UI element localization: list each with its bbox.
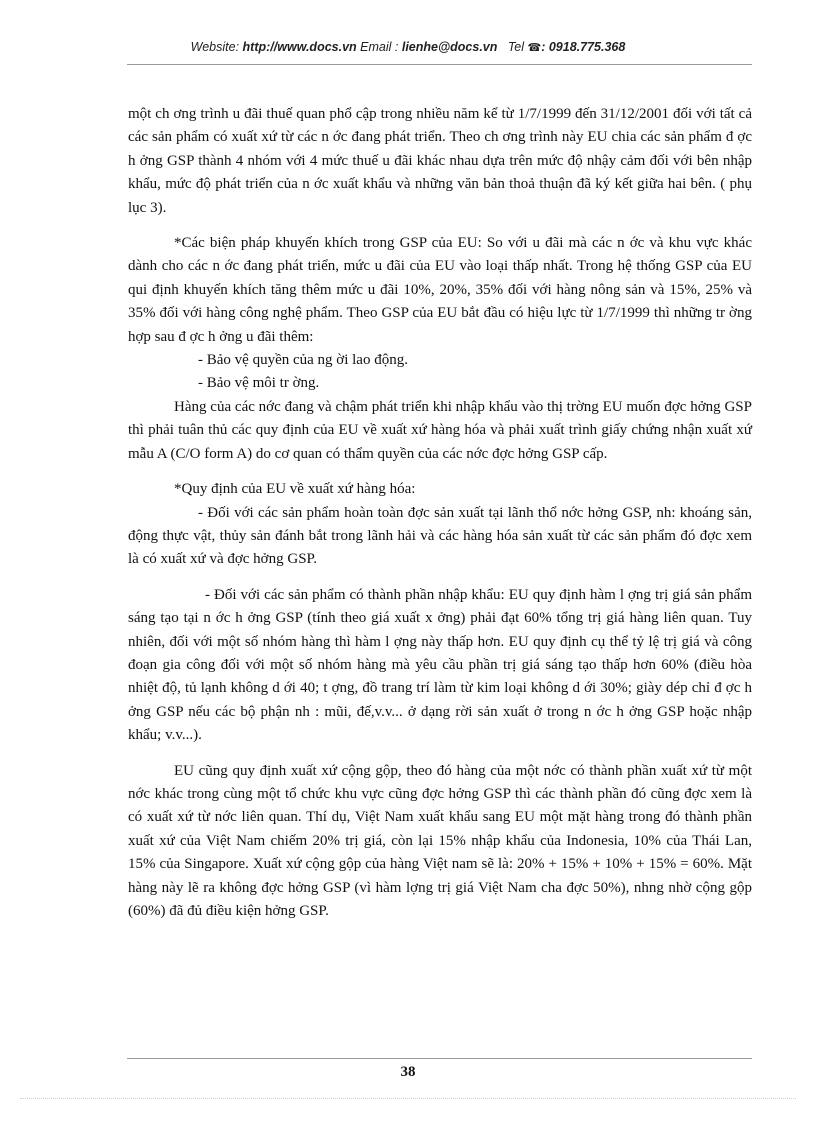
website-link[interactable]: http://www.docs.vn [242,40,357,54]
tel-label: Tel [507,40,525,54]
page-header [0,40,816,54]
paragraph: Hàng của các nớc đang và chậm phát triển khi nhập khẩu vào thị trờng EU muốn đợc hởng GSP thì phải tuân thủ các quy định của EU về xuất xứ hàng hóa và phải xuất trình giấy chứng nhận xuất xứ mẫu A (C/O form A) do cơ quan có thẩm quyền của các nớc đợc hởng GSP cấp. [128,398,752,462]
footer-divider [127,1058,752,1059]
tel-value: : 0918.775.368 [541,40,626,54]
paragraph: *Các biện pháp khuyến khích trong GSP của EU: So với u đãi mà các n ớc và khu vực khác dành cho các n ớc đang phát triển, mức u đãi của EU vào loại thấp nhất. Trong hệ thống GSP của EU qui định khuyến khích tăng thêm mức u đãi 10%, 20%, 35% đối với hàng nông sản và 15%, 25% và 35% đối với hàng công nghệ phẩm. Theo GSP của EU bắt đầu có hiệu lực từ 1/7/1999 thì những tr ờng hợp sau đ ợc h ởng u đãi thêm: [128,235,752,345]
document-body [128,103,752,923]
section-heading: *Quy định của EU về xuất xứ hàng hóa: [174,481,416,498]
paragraph: - Đối với các sản phẩm có thành phần nhập khẩu: EU quy định hàm l ợng trị giá sản phẩm sáng tạo tại n ớc h ởng GSP (tính theo giá xuất x ởng) phải đạt 60% tổng trị giá hàng liên quan. Tuy nhiên, đối với một số nhóm hàng thì hàm l ợng này thấp hơn. EU quy định cụ thể tỷ lệ trị giá và công đoạn gia công đối với một số nhóm hàng mà yêu cầu phần trị giá sáng tạo thấp hơn 60% (điều hòa nhiệt độ, tủ lạnh không d ới 40; t ợng, đồ trang trí làm từ kim loại không d ới 30%; giày dép chỉ đ ợc h ởng GSP nếu các bộ phận nh : mũi, đế,v.v... ở dạng rời sản xuất ở trong n ớc h ởng GSP hoặc nhập khẩu; v.v...). [128,586,752,744]
page-edge-dotted-line [20,1098,796,1099]
website-label: Website: [190,40,240,54]
list-item: - Bảo vệ quyền của ng ời lao động. [198,352,408,369]
paragraph: một ch ơng trình u đãi thuế quan phổ cập trong nhiều năm kể từ 1/7/1999 đến 31/12/2001 đối với tất cả các sản phẩm có xuất xứ từ các n ớc đang phát triển. Theo ch ơng trình này EU chia các sản phẩm đ ợc h ởng GSP thành 4 nhóm với 4 mức thuế u đãi khác nhau dựa trên mức độ nhậy cảm đối với bên nhập khẩu, mức độ phát triển của n ớc xuất khẩu và những văn bản thoả thuận đã ký kết giữa hai bên. ( phụ lục 3). [128,106,752,216]
list-item: - Bảo vệ môi tr ờng. [198,375,320,392]
email-label: Email : [360,40,399,54]
header-divider [127,64,752,65]
phone-icon: ☎ [527,42,542,54]
page-number: 38 [400,1064,416,1080]
paragraph: - Đối với các sản phẩm hoàn toàn đợc sản xuất tại lãnh thổ nớc hởng GSP, nh: khoáng sản, động thực vật, thủy sản đánh bắt trong lãnh hải và các hàng hóa sản xuất từ các sản phẩm đó đợc xem là có xuất xứ và đợc hởng GSP. [128,504,752,568]
email-link[interactable]: lienhe@docs.vn [401,40,498,54]
paragraph: EU cũng quy định xuất xứ cộng gộp, theo đó hàng của một nớc có thành phần xuất xứ từ một nớc khác trong cùng một tổ chức khu vực cũng đợc hởng GSP thì các thành phần đó cũng đợc xem là có xuất xứ từ nớc liên quan. Thí dụ, Việt Nam xuất khẩu sang EU một mặt hàng trong đó thành phần xuất xứ của Việt Nam chiếm 20% trị giá, còn lại 15% nhập khẩu của Indonesia, 10% của Thái Lan, 15% của Singapore. Xuất xứ cộng gộp của hàng Việt nam sẽ là: 20% + 15% + 10% + 15% = 60%. Mặt hàng này lẽ ra không đợc hởng GSP (vì hàm lợng trị giá Việt Nam cha đợc 50%), nhng nhờ cộng gộp (60%) đã đủ điều kiện hởng GSP. [128,762,752,919]
